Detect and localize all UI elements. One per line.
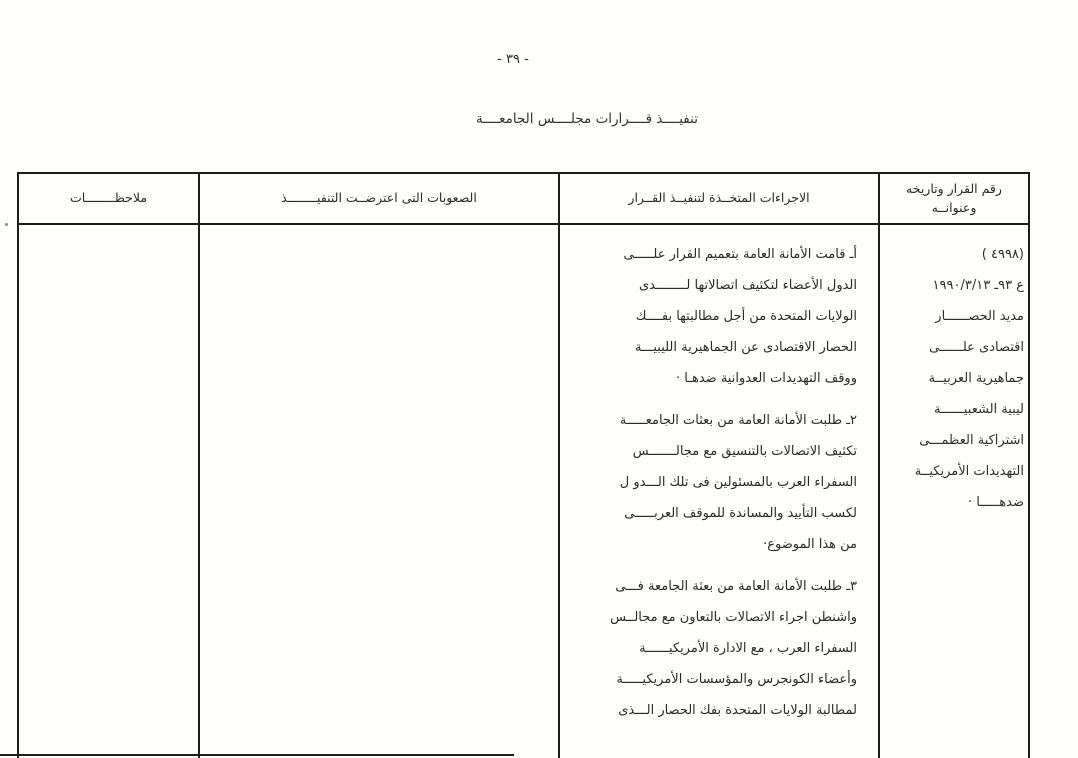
header-decision-line2: وعنوانــه — [931, 199, 977, 215]
action-line: ٢ـ طلبت الأمانة العامة من بعثات الجامعـــــة — [619, 413, 857, 428]
decision-line: (٤٩٩٨ ) — [981, 247, 1024, 262]
action-line: ووقف التهديدات العدوانية ضدهـا · — [675, 371, 857, 386]
action-line: الولايات المتحدة من أجل مطالبتها بفــــك — [635, 309, 857, 324]
table-bottom-edge-line — [0, 754, 514, 756]
difficulties-cell — [198, 225, 558, 758]
header-difficulties: الصعوبات التى اعترضــت التنفيــــــــذ — [198, 174, 558, 225]
decision-line: جماهيرية العربيــة — [928, 371, 1024, 386]
action-paragraph-lines — [565, 239, 871, 394]
header-decision-number — [878, 174, 1028, 225]
header-notes: ملاحظــــــــات — [19, 174, 198, 225]
decision-line: مديد الحصــــــار — [935, 309, 1024, 324]
actions-taken-cell — [558, 225, 878, 758]
action-line: ٣ـ طلبت الأمانة العامة من بعثة الجامعة فـــى — [615, 579, 857, 594]
decision-line: ليبية الشعبيــــــة — [934, 402, 1024, 417]
decision-line: اقتصادى علــــــى — [929, 340, 1024, 355]
action-line: واشنطن اجراء الاتصالات بالتعاون مع مجالــس — [610, 610, 857, 625]
decision-line: ع ٩٣ـ ١٩٩٠/٣/١٣ — [932, 278, 1024, 293]
action-line: السفراء العرب ، مع الادارة الأمريكيــــــة — [639, 641, 857, 656]
decision-number-cell — [878, 225, 1028, 758]
decisions-table — [17, 172, 1030, 758]
decision-line: ضدهـــــا · — [968, 495, 1024, 510]
action-paragraph — [565, 239, 871, 394]
document-title: تنفيــــذ قــــرارات مجلــــس الجامعــــة — [476, 111, 698, 127]
action-line: لمطالبة الولايات المتحدة بفك الحصار الـــذى — [618, 703, 857, 718]
action-paragraph-lines — [565, 571, 871, 726]
page-number: - ٣٩ - — [497, 52, 529, 67]
decision-line: اشتراكية العظمـــى — [919, 433, 1024, 448]
action-line: وأعضاء الكونجرس والمؤسسات الأمريكيـــــة — [616, 672, 857, 687]
action-paragraph-lines — [565, 405, 871, 560]
action-line: أـ قامت الأمانة العامة بتعميم القرار علـــــى — [623, 247, 857, 262]
header-decision-line1: رقم القرار وتاريخه — [906, 181, 1002, 197]
action-paragraph — [565, 571, 871, 726]
action-paragraphs — [565, 239, 871, 726]
action-line: الحصار الاقتصادى عن الجماهيرية الليبيـــة — [634, 340, 857, 355]
header-actions-taken: الاجراءات المتخــذة لتنفيــذ القــرار — [558, 174, 878, 225]
action-line: السفراء العرب بالمسئولين فى تلك الـــدو ل — [619, 475, 857, 490]
scan-speck — [5, 223, 8, 226]
notes-cell — [19, 225, 198, 758]
action-line: من هذا الموضوع· — [763, 537, 857, 552]
action-paragraph — [565, 405, 871, 560]
decision-line: التهديدات الأمريكيــة — [914, 464, 1024, 479]
action-line: تكثيف الاتصالات بالتنسيق مع مجالـــــــس — [632, 444, 857, 459]
decision-lines — [882, 239, 1024, 518]
action-line: الدول الأعضاء لتكثيف اتصالاتها لــــــــدى — [638, 278, 857, 293]
action-line: لكسب التأييد والمساندة للموقف العربـــــى — [624, 506, 857, 521]
